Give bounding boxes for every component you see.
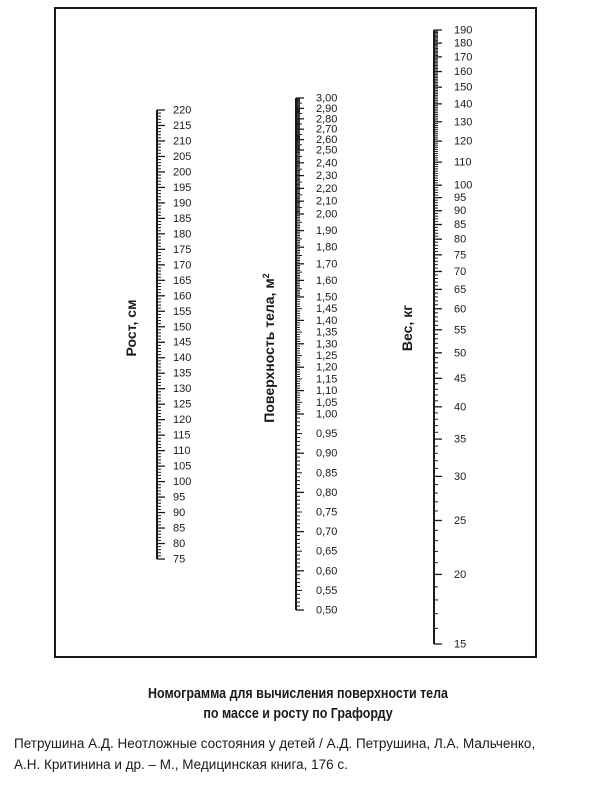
weight-tick-label-90: 90 <box>454 205 467 218</box>
height-tick-label-115: 115 <box>173 429 191 442</box>
surface-axis-label-text: Поверхность тела, м <box>261 278 277 423</box>
surface-tick-label-2-10: 2,10 <box>316 195 338 208</box>
caption-source-line1: Петрушина А.Д. Неотложные состояния у детей / А.Д. Петрушина, Л.А. Мальченко, <box>14 736 536 751</box>
height-tick-label-150: 150 <box>173 321 192 334</box>
height-tick-label-175: 175 <box>173 243 192 256</box>
surface-tick-label-1-00: 1,00 <box>316 408 338 421</box>
surface-tick-label-1-30: 1,30 <box>316 338 338 351</box>
height-tick-label-195: 195 <box>173 181 192 194</box>
surface-tick-label-2-80: 2,80 <box>316 113 338 126</box>
height-tick-label-90: 90 <box>173 507 186 520</box>
height-tick-label-100: 100 <box>173 476 192 489</box>
height-tick-label-170: 170 <box>173 259 192 272</box>
surface-tick-label-2-60: 2,60 <box>316 134 338 147</box>
surface-tick-label-1-90: 1,90 <box>316 225 338 238</box>
surface-tick-label-1-35: 1,35 <box>316 326 338 339</box>
weight-tick-label-80: 80 <box>454 233 467 246</box>
weight-tick-label-130: 130 <box>454 116 473 129</box>
height-tick-label-205: 205 <box>173 150 192 163</box>
height-tick-label-215: 215 <box>173 119 192 132</box>
height-tick-label-145: 145 <box>173 336 192 349</box>
height-axis-label: Рост, см <box>123 299 139 357</box>
surface-tick-label-2-00: 2,00 <box>316 208 338 221</box>
height-tick-label-155: 155 <box>173 305 192 318</box>
caption-title-line2: по массе и росту по Графорду <box>203 706 393 722</box>
weight-tick-label-140: 140 <box>454 98 473 111</box>
surface-tick-label-2-50: 2,50 <box>316 144 338 157</box>
surface-tick-label-1-50: 1,50 <box>316 291 338 304</box>
height-tick-label-165: 165 <box>173 274 192 287</box>
height-tick-label-160: 160 <box>173 290 192 303</box>
height-tick-label-135: 135 <box>173 367 192 380</box>
surface-tick-label-0-85: 0,85 <box>316 467 338 480</box>
weight-tick-label-20: 20 <box>454 568 467 581</box>
weight-tick-label-190: 190 <box>454 24 473 37</box>
weight-tick-label-30: 30 <box>454 470 467 483</box>
weight-tick-label-75: 75 <box>454 249 467 262</box>
surface-tick-label-0-75: 0,75 <box>316 506 338 519</box>
height-tick-label-125: 125 <box>173 398 192 411</box>
weight-tick-label-120: 120 <box>454 135 473 148</box>
height-tick-label-130: 130 <box>173 383 192 396</box>
caption-source-line2: А.Н. Критинина и др. – М., Медицинская книга, 176 с. <box>14 757 348 772</box>
surface-tick-label-0-70: 0,70 <box>316 526 338 539</box>
weight-axis-label: Вес, кг <box>399 304 415 352</box>
weight-tick-label-150: 150 <box>454 81 473 94</box>
weight-tick-label-40: 40 <box>454 401 467 414</box>
weight-tick-label-45: 45 <box>454 372 467 385</box>
surface-tick-label-1-05: 1,05 <box>316 396 338 409</box>
weight-tick-label-110: 110 <box>454 156 472 169</box>
surface-tick-label-1-40: 1,40 <box>316 314 338 327</box>
weight-tick-label-85: 85 <box>454 219 467 232</box>
height-tick-label-180: 180 <box>173 228 192 241</box>
height-tick-label-95: 95 <box>173 491 186 504</box>
surface-tick-label-0-80: 0,80 <box>316 486 338 499</box>
surface-axis-label <box>261 273 277 422</box>
height-tick-label-190: 190 <box>173 197 192 210</box>
height-tick-label-210: 210 <box>173 135 192 148</box>
surface-tick-label-1-10: 1,10 <box>316 385 338 398</box>
weight-tick-label-160: 160 <box>454 66 473 79</box>
weight-tick-label-180: 180 <box>454 37 473 50</box>
surface-tick-label-3-00: 3,00 <box>316 92 338 105</box>
surface-tick-label-2-70: 2,70 <box>316 123 338 136</box>
surface-tick-label-1-60: 1,60 <box>316 274 338 287</box>
surface-tick-label-1-15: 1,15 <box>316 373 338 386</box>
weight-tick-label-70: 70 <box>454 265 467 278</box>
surface-tick-label-2-40: 2,40 <box>316 157 338 170</box>
surface-tick-label-0-60: 0,60 <box>316 565 338 578</box>
surface-tick-label-0-55: 0,55 <box>316 584 338 597</box>
weight-tick-label-35: 35 <box>454 433 467 446</box>
height-tick-label-120: 120 <box>173 414 192 427</box>
height-tick-label-75: 75 <box>173 553 186 566</box>
height-tick-label-220: 220 <box>173 104 192 117</box>
weight-tick-label-65: 65 <box>454 283 467 296</box>
surface-tick-label-0-50: 0,50 <box>316 604 338 617</box>
surface-tick-label-1-70: 1,70 <box>316 258 338 271</box>
weight-tick-label-100: 100 <box>454 179 473 192</box>
surface-tick-label-1-20: 1,20 <box>316 361 338 374</box>
weight-tick-label-55: 55 <box>454 324 467 337</box>
weight-tick-label-60: 60 <box>454 303 467 316</box>
weight-tick-label-15: 15 <box>454 638 467 651</box>
surface-axis-label-superscript: 2 <box>261 273 271 279</box>
surface-tick-label-0-65: 0,65 <box>316 545 338 558</box>
height-tick-label-185: 185 <box>173 212 192 225</box>
surface-tick-label-1-80: 1,80 <box>316 241 338 254</box>
surface-tick-label-1-25: 1,25 <box>316 350 338 362</box>
surface-tick-label-0-95: 0,95 <box>316 428 338 441</box>
weight-tick-label-95: 95 <box>454 192 467 205</box>
caption-title-line1: Номограмма для вычисления поверхности тела <box>148 686 448 702</box>
height-tick-label-105: 105 <box>173 460 192 473</box>
surface-tick-label-2-30: 2,30 <box>316 170 338 183</box>
height-tick-label-80: 80 <box>173 538 186 551</box>
height-tick-label-140: 140 <box>173 352 192 365</box>
surface-tick-label-1-45: 1,45 <box>316 303 338 316</box>
weight-tick-label-170: 170 <box>454 51 473 64</box>
surface-tick-label-0-90: 0,90 <box>316 447 338 460</box>
height-tick-label-85: 85 <box>173 522 186 535</box>
surface-tick-label-2-90: 2,90 <box>316 102 338 115</box>
weight-tick-label-50: 50 <box>454 347 467 360</box>
surface-tick-label-2-20: 2,20 <box>316 182 338 195</box>
weight-tick-label-25: 25 <box>454 514 467 527</box>
height-tick-label-200: 200 <box>173 166 192 179</box>
height-tick-label-110: 110 <box>173 445 191 458</box>
